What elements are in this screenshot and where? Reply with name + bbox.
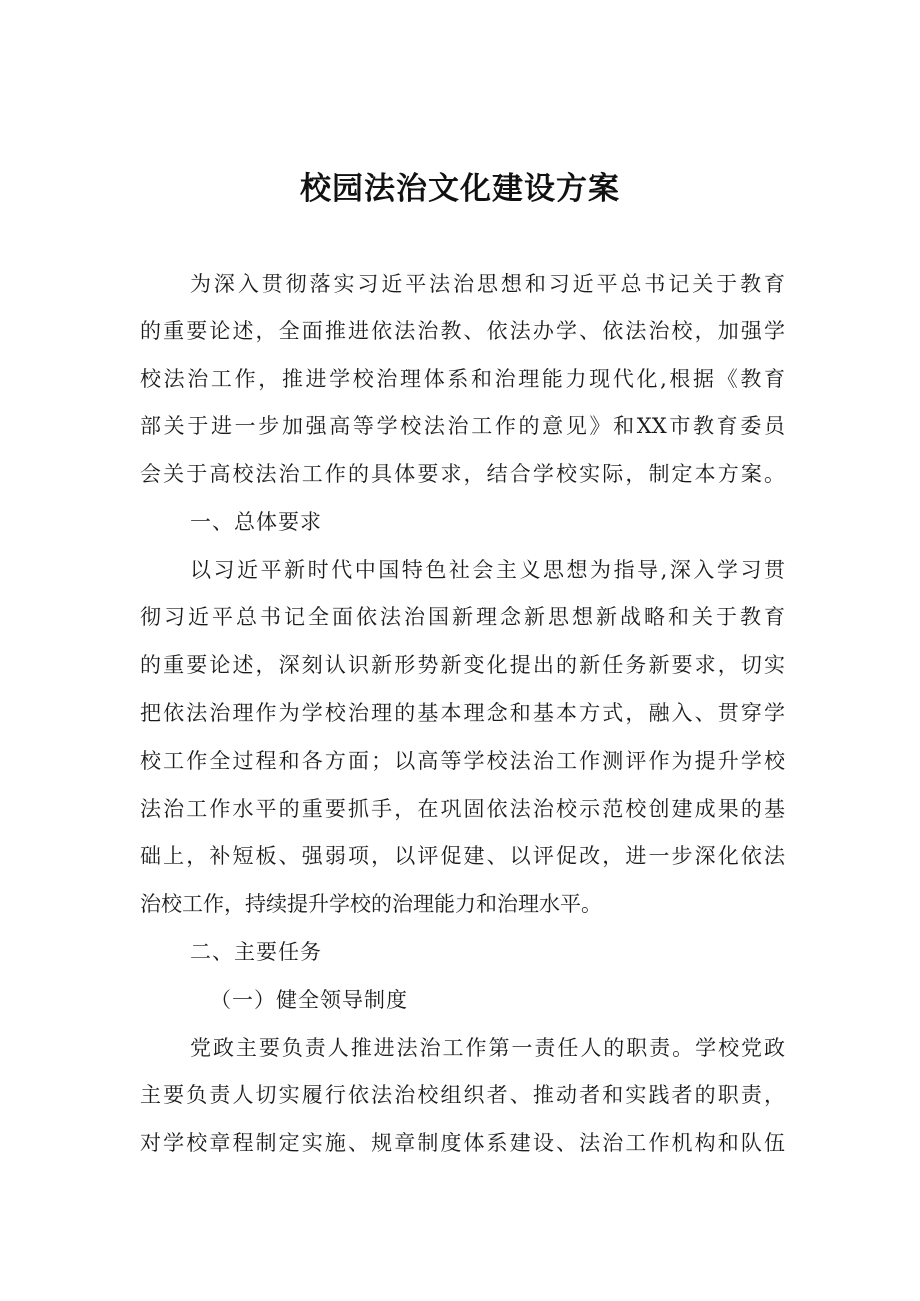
paragraph-line: 主要负责人切实履行依法治校组织者、推动者和实践者的职责， — [140, 1083, 785, 1107]
paragraph-line: 础上，补短板、强弱项，以评促建、以评促改，进一步深化依法 — [140, 844, 785, 868]
paragraph-line: 以习近平新时代中国特色社会主义思想为指导,深入学习贯 — [190, 558, 785, 582]
paragraph-line: 校工作全过程和各方面；以高等学校法治工作测评作为提升学校 — [140, 749, 785, 773]
paragraph-line: 的重要论述，全面推进依法治教、依法办学、依法治校，加强学 — [140, 319, 785, 343]
paragraph-line: 把依法治理作为学校治理的基本理念和基本方式，融入、贯穿学 — [140, 701, 785, 725]
paragraph-line: 为深入贯彻落实习近平法治思想和习近平总书记关于教育 — [190, 272, 785, 296]
paragraph-line: 的重要论述，深刻认识新形势新变化提出的新任务新要求，切实 — [140, 653, 785, 677]
subsection-heading-leadership: （一）健全领导制度 — [210, 988, 408, 1012]
paragraph-line: 对学校章程制定实施、规章制度体系建设、法治工作机构和队伍 — [140, 1131, 785, 1155]
section-heading-general-requirements: 一、总体要求 — [190, 510, 322, 534]
section-heading-main-tasks: 二、主要任务 — [190, 940, 322, 964]
paragraph-line: 党政主要负责人推进法治工作第一责任人的职责。学校党政 — [190, 1036, 785, 1060]
paragraph-line: 会关于高校法治工作的具体要求，结合学校实际，制定本方案。 — [140, 462, 785, 486]
document-title: 校园法治文化建设方案 — [300, 171, 620, 207]
paragraph-line: 部关于进一步加强高等学校法治工作的意见》和XX市教育委员 — [140, 414, 785, 438]
paragraph-line: 校法治工作，推进学校治理体系和治理能力现代化,根据《教育 — [140, 367, 785, 391]
paragraph-line: 法治工作水平的重要抓手，在巩固依法治校示范校创建成果的基 — [140, 797, 785, 821]
paragraph-line: 彻习近平总书记全面依法治国新理念新思想新战略和关于教育 — [140, 605, 785, 629]
paragraph-line: 治校工作，持续提升学校的治理能力和治理水平。 — [140, 892, 602, 916]
